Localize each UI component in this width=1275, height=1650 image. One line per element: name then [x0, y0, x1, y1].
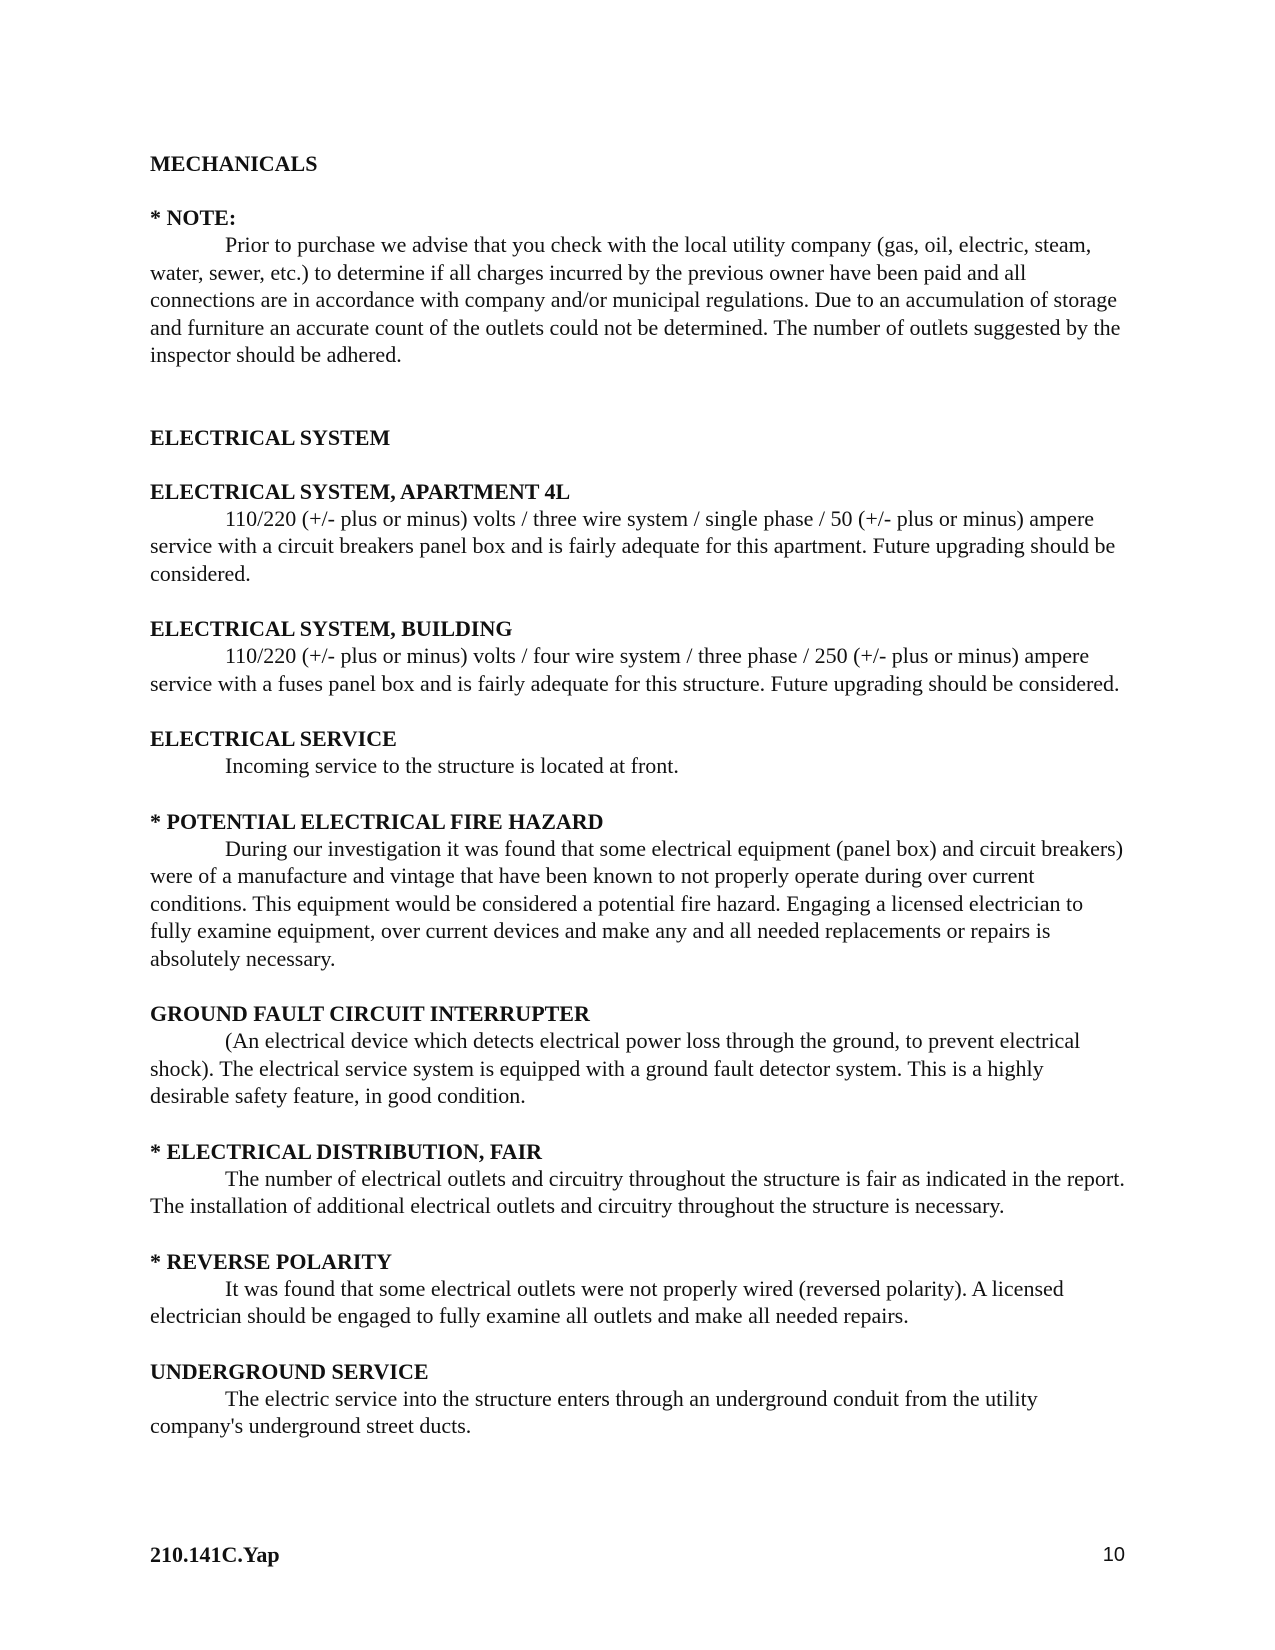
item-heading: * REVERSE POLARITY [150, 1248, 393, 1274]
item-heading: ELECTRICAL SYSTEM, BUILDING [150, 616, 513, 641]
page-title: MECHANICALS [150, 151, 318, 176]
item-reverse-polarity [150, 1248, 1125, 1330]
item-gfci [150, 1000, 1125, 1110]
item-body: It was found that some electrical outlets were not properly wired (reversed polarity). A licensed electrician should be engaged to fully examine all outlets and make all needed repairs. [150, 1275, 1064, 1328]
item-body: Incoming service to the structure is located at front. [225, 753, 679, 778]
item-electrical-system-apartment [150, 478, 1125, 588]
item-body: 110/220 (+/- plus or minus) volts / three wire system / single phase / 50 (+/- plus or minus) ampere service with a circuit breakers panel box and is fairly adequate for this apartment. Future upgrading should be considered. [150, 505, 1116, 586]
item-heading: GROUND FAULT CIRCUIT INTERRUPTER [150, 1001, 590, 1026]
item-electrical-service [150, 725, 1125, 780]
item-body: 110/220 (+/- plus or minus) volts / four wire system / three phase / 250 (+/- plus or minus) ampere service with a fuses panel box and is fairly adequate for this structure. Future upgrading should be considered. [150, 643, 1120, 696]
item-body: During our investigation it was found that some electrical equipment (panel box) and circuit breakers) were of a manufacture and vintage that have been known to not properly operate during over current conditions. This equipment would be considered a potential fire hazard. Engaging a licensed electrician to fully examine equipment, over current devices and make any and all needed replacements or repairs is absolutely necessary. [150, 835, 1124, 971]
item-electrical-system-building [150, 615, 1125, 697]
item-body: (An electrical device which detects electrical power loss through the ground, to prevent electrical shock). The electrical service system is equipped with a ground fault detector system. This is a highly desirable safety feature, in good condition. [150, 1028, 1081, 1108]
section-title: ELECTRICAL SYSTEM [150, 424, 391, 450]
item-heading: * ELECTRICAL DISTRIBUTION, FAIR [150, 1138, 543, 1164]
item-underground-service [150, 1358, 1125, 1440]
item-body: The electric service into the structure enters through an underground conduit from the utility company's underground street ducts. [150, 1385, 1038, 1438]
note-body: Prior to purchase we advise that you check with the local utility company (gas, oil, electric, steam, water, sewer, etc.) to determine if all charges incurred by the previous owner have been paid and all connections are in accordance with company and/or municipal regulations. Due to an accumulation of storage and furniture an accurate count of the outlets could not be determined. The number of outlets suggested by the inspector should be adhered. [150, 232, 1121, 367]
item-heading: ELECTRICAL SYSTEM, APARTMENT 4L [150, 478, 571, 504]
footer-page-number: 10 [1102, 1544, 1125, 1566]
item-potential-fire-hazard [150, 808, 1125, 973]
note-heading: * NOTE: [150, 205, 237, 230]
item-heading: UNDERGROUND SERVICE [150, 1358, 429, 1384]
item-heading: ELECTRICAL SERVICE [150, 726, 397, 751]
report-page [150, 150, 1125, 1440]
item-heading: * POTENTIAL ELECTRICAL FIRE HAZARD [150, 808, 604, 834]
item-body: The number of electrical outlets and circuitry throughout the structure is fair as indicated in the report. The installation of additional electrical outlets and circuitry throughout the structure is necessary. [150, 1165, 1125, 1218]
item-electrical-distribution [150, 1138, 1125, 1220]
footer-document-id: 210.141C.Yap [150, 1542, 280, 1567]
page-footer [150, 1542, 1125, 1572]
